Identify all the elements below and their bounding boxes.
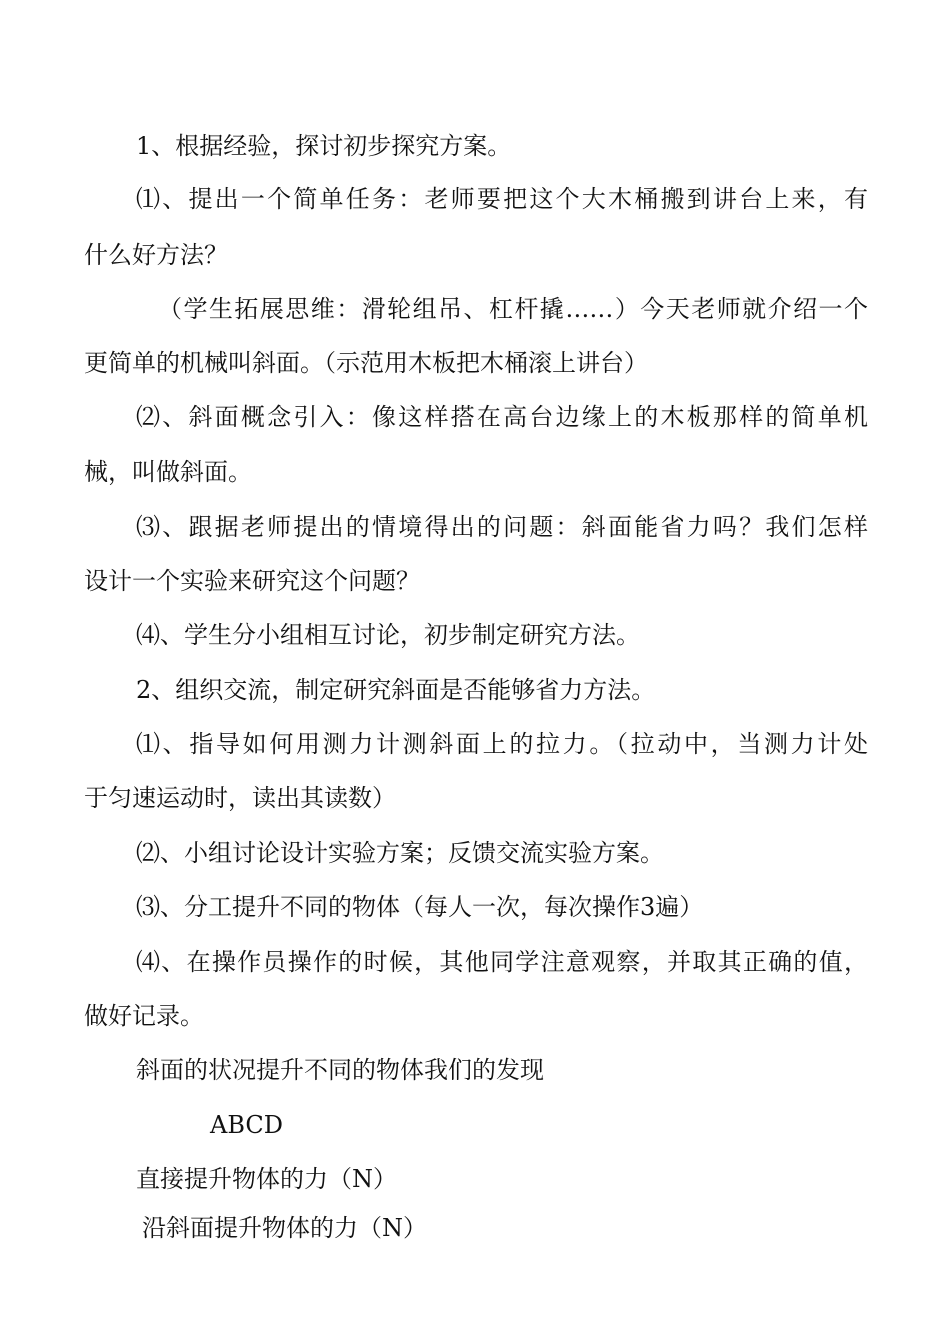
paragraph-line: 做好记录。 <box>84 1002 204 1030</box>
paragraph-line: 更简单的机械叫斜面。（示范用木板把木桶滚上讲台） <box>84 349 648 377</box>
paragraph-line: 于匀速运动时，读出其读数） <box>84 784 396 812</box>
paragraph-line: ⑷、在操作员操作的时候，其他同学注意观察，并取其正确的值， <box>136 948 868 976</box>
paragraph-line: 2、组织交流，制定研究斜面是否能够省力方法。 <box>136 676 656 704</box>
paragraph-line: （学生拓展思维：滑轮组吊、杠杆撬……）今天老师就介绍一个 <box>158 295 868 323</box>
paragraph-line: ⑶、分工提升不同的物体（每人一次，每次操作3遍） <box>136 893 704 921</box>
paragraph-line: ⑵、斜面概念引入：像这样搭在高台边缘上的木板那样的简单机 <box>136 403 868 431</box>
paragraph-line: ⑴、指导如何用测力计测斜面上的拉力。（拉动中，当测力计处 <box>136 730 868 758</box>
paragraph-line: 设计一个实验来研究这个问题？ <box>84 567 420 595</box>
paragraph-line: ⑴、提出一个简单任务：老师要把这个大木桶搬到讲台上来，有 <box>136 185 868 213</box>
paragraph-line: 1、根据经验，探讨初步探究方案。 <box>136 132 512 160</box>
paragraph-line: 械，叫做斜面。 <box>84 458 252 486</box>
paragraph-line: 斜面的状况提升不同的物体我们的发现 <box>136 1056 544 1084</box>
paragraph-line: ABCD <box>210 1111 284 1139</box>
paragraph-line: 什么好方法？ <box>84 241 228 269</box>
paragraph-line: 直接提升物体的力（N） <box>136 1165 397 1193</box>
paragraph-line: ⑷、学生分小组相互讨论，初步制定研究方法。 <box>136 621 640 649</box>
paragraph-line: ⑶、跟据老师提出的情境得出的问题：斜面能省力吗？我们怎样 <box>136 513 868 541</box>
paragraph-line: 沿斜面提升物体的力（N） <box>142 1214 427 1242</box>
paragraph-line: ⑵、小组讨论设计实验方案；反馈交流实验方案。 <box>136 839 664 867</box>
